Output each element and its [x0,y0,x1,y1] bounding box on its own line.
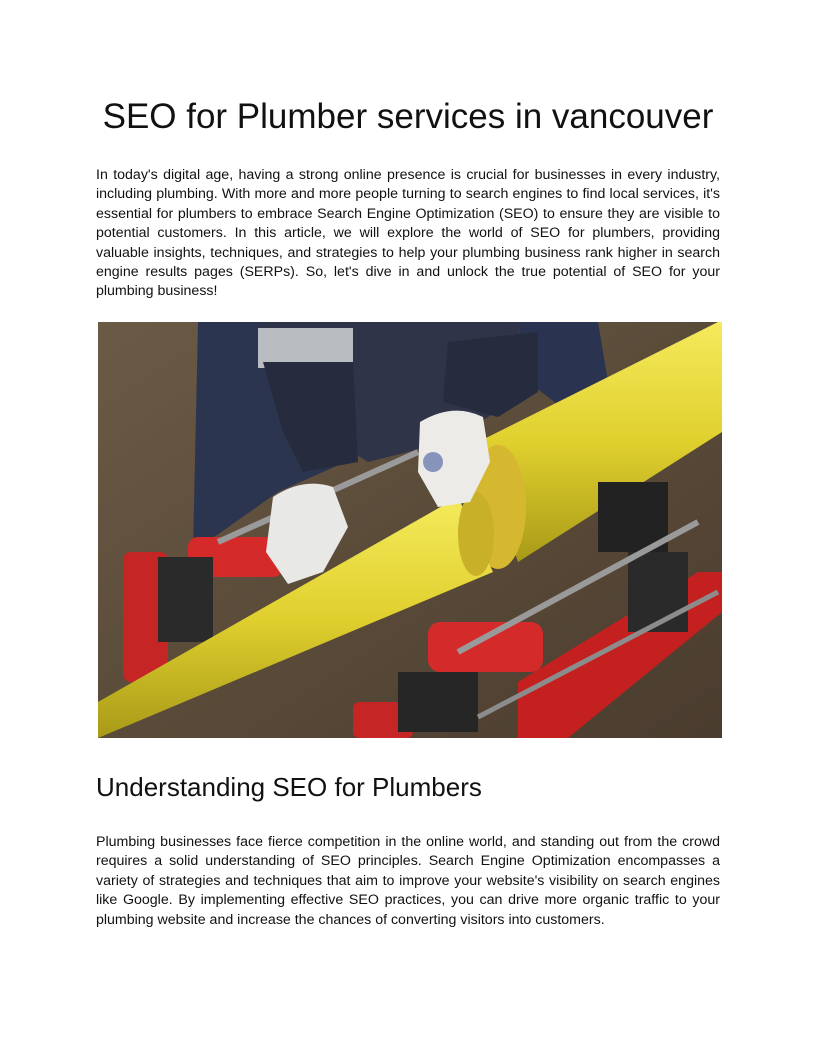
frame-front [398,672,478,732]
intro-paragraph: In today's digital age, having a strong online presence is crucial for businesses in every industry, including plumbing. With more and more people turning to search engines to find local services, it's essential for plumbers to embrace Search Engine Optimization (SEO) to ensure they are visible to potential customers. In this article, we will explore the world of SEO for plumbers, providing valuable insights, techniques, and strategies to help your plumbing business rank higher in search engine results pages (SERPs). So, let's dive in and unlock the true potential of SEO for your plumbing business! [96,167,720,300]
cylinder-front [428,622,543,672]
plumbing-photo [98,322,722,738]
glove-dots [423,452,443,472]
pipe-fusion-illustration [98,322,722,738]
pipe-left-end [458,492,494,576]
section-heading: Understanding SEO for Plumbers [96,772,482,802]
frame-left [158,557,213,642]
section-paragraph: Plumbing businesses face fierce competition in the online world, and standing out from the crowd requires a solid understanding of SEO principles. Search Engine Optimization encompasses a variety of strategies and techniques that aim to improve your website's visibility on search engines like Google. By implementing effective SEO practices, you can drive more organic traffic to your plumbing website and increase the chances of converting visitors into customers. [96,834,720,928]
page-title: SEO for Plumber services in vancouver [102,97,714,136]
frame-right-lower [628,552,688,632]
